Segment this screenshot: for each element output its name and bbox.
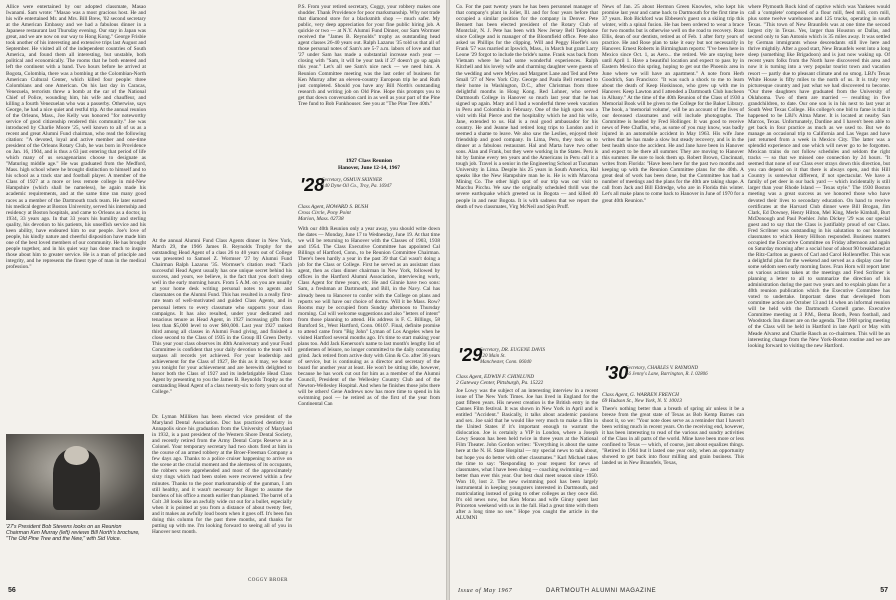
issue-date: Issue of May 1967 <box>458 588 513 594</box>
right-col3-text: where Plymouth Rock kind of captive which was Yankees would call a 'complete' composed of a flour mill, feed mill, corn mill, plus some twelve warehouses and 125 trucks, operating in south Texas. "This town of New Braunfels was at one time the second largest city in Texas. Yes, larger than Houston or Dallas, and second only to San Antonio which is 35 miles away. It was settled by German immigrants whose descendants still live here and thrive mightily. After a good start, New Braunfels went into a long sleep (something like Brigadoon) and is just now waking up. Of recent years folks from the North have discovered this area and now it is turning into a very popular tourist town and vacation resort — partly due to pleasant climate and no smog. LBJ's Texas White House is fifty miles to the north of us. It is truly very picturesque country and just what we had discovered to become. "Our three daughters have graduated from the University of Oklahoma. Two of them are married — resulting in five grandchildren, to date. Our one son is in his next to last year at South West Texas College. His college's one bid to fame is that it happened to be LBJ's Alma Mater. It is located at nearby San Marcos, Texas. Unfortunately, Dardine and I haven't been able to get back in four practice as much as we used to. But we do manage an occasional trip to California and Las Vegas and have just returned from a week in Mexico City. The latter was a splendid experience and one which will never go to be forgotten. Mexican trains do not follow schedules and seldom the right tracks — so that we missed one connection by 24 hours. "It seemed that none of our Class ever strays down this direction, but you can depend on it that there is always open, and this Hill Country is somewhat different, if not spectacular. We have a family of pet deer in our back yard — which incidentally is still larger than your Rhode Island — Texas style." The 1930 Boston meeting was a great success as we honored those who have devoted their lives to secondary education. On hand to receive certificates at the Harvard Club dinner were Bill Brogan, Jim Clark, Ed Downey, Henry Hilton, Mel King, Merle Kimball, Burt McDonough and Paul Poehler. John Dickey '29 was our special guest and to say that the Class is justifiably proud of our Class. Fred Scribner was outstanding in his salutation to our honored classmates to which Henry Hillson responded. Business matters occupied the Executive Committee on Friday afternoon and again on Saturday morning after a social hour of about 90 breakfasted at the Ritz-Carlton as guests of Carl and Carol Hollenreffer. This was a delightful plan for the weekend and served as a display case for some seldom seen early morning faces. Fran Horn will report later on various actions taken at the meetings and Fred Scribner is planning a letter to all to summarize the direction of his administration during the past two years and to explain plans for a 40th reunion publication which the Executive Committee has voted to undertake. Important dates that developed from committee action are October 13 and 14 when an informal reunion will be held with the Dartmouth Cornell game. Executive Committee meeting at 3 P.M., Bema Booth, Penn football, and Woodstock Inn dinner are on the agenda. The 1968 spring meeting of the Class will be held in Hartford in late April or May with Meade Alvarez and Charlie Rauch as co-chairmen. This will be an interesting change from the New York-Boston routine and we are looking forward to visiting the new Hartford. <box>748 4 890 349</box>
right-page <box>450 0 896 600</box>
class-1929-heading <box>458 345 598 372</box>
photo-caption: '27's President Bob Stevens looks on as Reunion Chairman Ken Murray (left) reviews Bill North's brochure, "The Old Pine Tree and the New," with Sid Voice. <box>6 524 140 543</box>
left-page <box>0 0 446 600</box>
class-agent: Class Agent, G. WARREN FRENCH 69 Hudson St., New York, N. Y. 10013 <box>602 392 682 404</box>
class-number: '30 <box>604 363 629 383</box>
class-1928-heading <box>300 175 440 202</box>
class-agent: Class Agent, HOWARD S. BUSH Cross Circle, Pony Point Marion, Mass. 02738 <box>298 204 369 223</box>
page-number-right: 57 <box>880 587 888 594</box>
left-col2-text-b: Dr. Lyman Milliken has been elected vice president of the Maryland Dental Association. Doc has practiced dentistry in Annapolis since his graduation from the University of Maryland in 1932, is a past president of the Western Shore Dental Society, and recently retired from the Army Dental Corps Reserve as a Colonel. Your temporary secretary had two shots fired at him in the course of an armed robbery at the Broer-Freeman Company a few days ago. Thanks to a police cruiser happening to arrive on the scene at the crucial moment and the alertness of its occupants, the robbers were apprehended and most of the approximately sixty rings which had been stolen were recovered within a few minutes. Thanks to the poor marksmanship of the gunman, I am still healthy, and it wasn't necessary for Roger to assume the burdens of his office a month earlier than planned. The barrel of a Colt .38 looks like an awfully wide cut out for a bullet, especially when it is pointed at you from a distance of about twenty feet, and it makes an awfully loud boom when it goes off. It's been fun doing this column for the past three months, and thanks for putting up with me. I'm looking forward to seeing all of you in Hanover next month. <box>152 414 292 535</box>
class-1930-heading <box>604 363 744 390</box>
right-col1-text-b: Joe Lowy was the subject of an interesting interview in a recent issue of The New York Times. Joe has lived in England for the past fifteen years. His newest creation is the British entry in the Cannes Film festival. It was shown in New York in April and is entitled "Accident." Basically, it talks about academic passions and sex. Joe said that he would like very much to make a film in the United States if it's important enough to warrant the dislocation. Joe is certainly a VIP in London, where a Joseph Lowy Season has been held twice in three years at the National Film Theater. John Gordon writes: "Everything is about the same here at the N. H. State Hospital — my special news to talk about, but hope you do better with other classmates." Karl Michael takes the time to say: "Responding to your request for news of classmates, what I have been doing — coaching swimming — and better than ever this year. Our best dual meet season since 1950. Won 10, lost 2. The new swimming pool has been largely instrumental in keeping youngsters interested in Dartmouth, and matriculating instead of going to other colleges as they once did. It's old news now, but Ken Morau and wife Ginny spent last Princeton weekend with us in the fall. Had a great time with them after a long time no see." Hope you caught the article in the ALUMNI <box>456 388 598 521</box>
class-number: '29 <box>458 345 483 365</box>
class-secretary: Secretary, OSMUN SKINNER 140 Dyne Oil Co., Troy, Pa. 16947 <box>322 178 392 189</box>
magazine-footer: DARTMOUTH ALUMNI MAGAZINE <box>546 588 657 594</box>
left-column-2b <box>152 414 292 576</box>
right-column-1b <box>456 388 598 574</box>
reunion-photo <box>6 434 144 520</box>
class-secretary: Secretary, DR. EUGENE DAVIS 120 Main St. Manchester, Conn. 06040 <box>480 348 545 365</box>
right-col2-text: News of Jan. 25 about Hermon Green Knowles, who kept his promise last year and came back to Dartmouth for the first time in 37 years. Bob Bickford was Ebbesen's guest on a skiing trip this winter, with a spinal fusion. He has been ordered to wear a brace for two months but is otherwise well on the road to recovery. Russ Ellis, dean of our dentists, retired as of Feb. 1 after forty years of practice. He and Rose plan to take it easy but not necessarily in Hanover. Ernest Roberts in Birmingham reports: "I've been here in Mexico since Oct. 1, as Aero... the retired. We are staying here until April 1. Have a beautiful location and expect to pass by in Eastern Mexico this spring, hoping to get out the Phoenix area in June where we will have an apartment." A note from Herb Goodrich, San Francisco: "It was such a shock to me to learn about the death of Keep Hoskinson, who grew up with me in Hanover. Keep Lawton and I attended a Dartmouth Club luncheon in Albany." At the time of the 40th Reunion of the Class of 1930 a Memorial Book will be given to the College for the Baker Library. The book, a 'memorial volume', will be an account of the lives of our deceased classmates and will include photographs. The Committee is headed by Fred Hollinger. It was good to receive news of Pete Chaflin, who, as some of you may know, was badly injured in an automobile accident in May 1963. His wife Jane writes that he has made a slow but steady recovery, and is in the best health since the accident. He and Jane have been in Hanover and expect to be there all summer. They are moving to Hanover this summer. Be sure to look them up. Robert Brown, Cincinnati, writes from Florida: "Have been here for the past two months and keeping up with the Reunion Committee plans for the 40th. A great deal of work has been done, but the Committee has had a number of meetings and the plans for the 40th are taking shape. A call from Jack and Bill Eldredge, who are in Florida this winter. Let's all make plans to come back to Hanover in June of 1970 for a great 40th Reunion." <box>602 4 744 204</box>
reunion-notice: 1927 Class Reunion Hanover, June 12-14, 1967 <box>338 158 400 171</box>
right-column-2 <box>602 4 744 364</box>
left-column-3b <box>298 226 440 578</box>
right-column-2b <box>602 406 744 574</box>
right-column-3 <box>748 4 890 574</box>
class-agent: Class Agent, EDWIN F. CHINLUND 2 Gateway Center, Pittsburgh, Pa. 15222 <box>456 374 544 386</box>
page-number-left: 56 <box>8 587 16 594</box>
signature: COGGY BROER <box>248 578 288 583</box>
right-col1-text: Co. For the past twenty years he has been personnel manager of that company's plant in Joliet, Ill. and for four years before that occupied a similar position for the company in Denver. Pete Bennett has been elected president of the Rotary Club of Montclair, N. J. Pete has been with New Jersey Bell Telephone since College and is manager of the Bloomfield office. Pete also asked us Phillips for the clipping. Will and Peggy Hoefle's son Frank '57 was married at Ipswich, Mass., in March but grant Larry Leone '29 forgot to include the bride's name. Frank was back from Vietnam where he had some wonderful experiences. Ralph Kitchell and his lovely wife and charming daughter were guests of the wedding and were Myles and Margaret Lane and Ted and Pete Small '27 of New York City. George and Paula Bell returned to their home in Washington, D.C., after Christmas from three delightful months in Hong Kong. Red Lohner, who served Dartmouth College in Hanover so much last year that he has signed up again. Mary and I had a wonderful three week vacation in Peru and Colombia in February. One of the high spots was a visit with Hal Pierce and the hospitality which he and his wife, Jane, extended to us. Hal is a real good ambassador for his country. He and Jeanne had retired long trips to London and it seemed a shame to leave. We also saw the Leslies, enjoyed their friendship and good company. In Lima, Peru, they took us to dinner at a fabulous restaurant. Hal and Marta have two other sons. Alan and Frank, but they were working in the States. Peru is hit by famine every ten years and the Americans in Peru call it a tough job. Travel is a senior in the Engineering School at Tucuman University in Lima. Despite his 25 years in South America, Hal speaks like the New Hampshire man he is. He is with Marcona Mining Co. The other high spot of our trip was our visit to Macchu Picchu. We saw the originally scheduled thrill was the severe earthquake which greeted us in Bogota — and killed 40 people in and near Bogota. It is with sadness that we report the death of two classmates, Virg McNeil and Spin Pruff. <box>456 4 598 210</box>
right-column-1 <box>456 4 598 344</box>
left-col3-text-b: With our 40th Reunion only a year away, you should write down the dates — Monday, June 17 to Wednesday, June 19. At that time we will be returning to Hanover with the Classes of 1903, 1938 and 1954. The Class Executive Committee has appointed Cal Billings of Hartford, Conn., to be Reunion Committee Chairman. There's been hardly a year in the past 39 that Cal wasn't doing a job for the Class or College. First he served as an assistant class agent, then as class dinner chairman in New York, followed by offices in the Hartford Alumni Association, interviewing work, Class Agent for three years, etc. He and Ginnie have two sons: Sam, a freshman at Dartmouth, and Bill, in the Navy. Cal has already been to Hanover to confer with the College on plans and reports we will have our choice of dorms. Will it be Mass. Row? Rooms may be occupied from Sunday afternoon to Thursday morning. Cal will welcome suggestions and also "letters of intent" from those planning to attend. His address is F. C. Billings, 58 Rumford St., West Hartford, Conn. 06107. Final, definite promise to attend came from "Big John" Lyman of Los Angeles when he visited Hartford several months ago. It's time to start making your plans too. Add Jack Kenerson's name to last month's lengthy list of gentlemen of leisure, no longer committed to the daily commuting grind. Jack retired from active duty with Ginn & Co. after 36 years of service, but is continuing as a director and secretary of the board for another year at least. He won't be sitting idle, however, because he has work cut out for him as a member of the Alumni Council, President of the Wellesley Country Club and of the Newton-Wellesley Hospital. And when he finishes those jobs there will be others! Gene Andrews now has more time to spend in his swimming pool — he retired as of the first of the year from Continental Can <box>298 226 440 408</box>
right-col2-text-b: There's nothing better than a breath of spring air unless it be a breeze from the great state of Texas as Bob Kemp Barnes can shoot it, so we: "Your note does serve as a reminder that I haven't been writing much in recent years. On the receiving end, however, it has been interesting to read of the various and sundry activities of the Class in all parts of the world. Mine have been more or less confined to Texas — which, of course, just about equalizes things. "Retired in 1964 but it lasted one year only, when an opportunity showed to get back into flour milling and grain business. This landed us in New Braunfels, Texas, <box>602 406 744 467</box>
left-col2-text: At the annual Alumni Fund Class Agents dinner in New York, March 29, the 1966 James B. Reynolds Trophy for the outstanding Head Agent of a class 26 to 40 years out of College was presented to Samuel Z. Wormser '27 by Alumni Fund Chairman Ralph Lazarus '35. Wormser's citation read: "Each successful Head Agent usually has one unique secret behind his success, and yours, we believe, is the fact that you don't sleep well in the early morning hours. From 5 A.M. on you are usually at your home desk writing personal notes to agents and classmates on the Alumni Fund. This has resulted in a really first-rate team of well-motivated and guided Class Agents, and in personal letters to every classmate who supports your class campaigns. It has also resulted, under your dedicated and tenacious tenure as Head Agent, in 1927 increasing gifts from less than $5,000 level to over $60,000. Last year 1927 ranked third among all classes in Alumni Fund giving, and finished a close second to the Class of 1935 in the Group III Green Derby. This year your class observes its 40th Anniversary and your Fund Committee is confident that your daily devotion to the team will surpass all records yet achieved. For your leadership and achievement for the Class of 1927, Be this as it may, we honor you tonight for your achievement and are herewith delighted to honor both the Class of 1927 and its indefatigable Head Class Agent by presenting to you the James B. Reynolds Trophy as the outstanding Head Agent of a class twenty-six to forty years out of College." <box>152 238 292 396</box>
left-column-3 <box>298 4 440 154</box>
left-col1-text: Allice were entertained by our adopted classmate, Masao Iwanami. Sam wrote: "Masao was a most gracious host. He and his wife entertained Mr. and Mrs. Bill Brew, '02 second secretary at the American Embassy and we had a fabulous dinner in a Japanese restaurant last Thursday evening. Our stay in Japan was great, and we are now on our way to Hong Kong." George Frisbie took another of his interesting and extensive trips last August and September. He visited all of the independent countries of South America, and found them all interesting, but unstable, both political and economically. The rooms that he both entered and left the continent with a band. Two hours before he arrived at Bogota, Colombia, there was a bombing at the Colombian-North American Cultural Center, which killed four people: three Colombians and one American. On his last day in Caracas, Venezuela, terrorists threw a bomb at the car of the National Chief of Police, wounding him, his wife and chauffeur, and killing a fourth Venezuelan who was a passerby. Otherwise, says George, he had a nice quiet and restful trip. At the annual reunion of the Orleans, Mass., Joe Kelly was honored "for noteworthy service of good citizenship rendered this community." Joe was introduced by Charlie Moore '25, well known to all of us as a recent and great Alumni Fund chairman, who read the following citation: "A devoted, loyal and active member and one-time president of the Orleans Rotary Club, he was born in Providence on Jan. 16, 1904, and is thus a 63 just entering that period of life which many of us sexagenarians choose to designate as "Maturing middle age." He was graduated from the Medford, Mass. high school where he brought distinction to himself and to his school as a track star and football player. A member of the Class of 1927 at a more or less remote college in mid-New Hampshire (which shall be nameless), he again made his academic requirements, and at the same time ran many good races as a member of the Dartmouth track team. He later earned his medical degree at Boston University, served his internship and residency at Boston hospitals, and came to Orleans as a doctor, in 1934, 33 years ago. In that 33 years his humility and sterling quality, his devotion to his patients, his unselfish service and his keen ability, have endeared him to our people. Joe's love of people, his kindly nature and cheerful disposition have made him one of the best loved members of our community. He has brought people together, and in his quiet way has done much to inspire those about him to greater service. He is a man of principle and integrity, and he represents the finest type of man in the medical profession." <box>6 4 146 271</box>
class-number: '28 <box>300 175 325 195</box>
left-col3-text: P.S. From your retired secretary, Coggy, your robbery makes one shudder. Thank Providence for poor marksmanship. Why not trade that diamond store for a blacksmith shop — much safer. My public, very deep appreciation for your fine public hiring job. A quickie or two — at N.Y. Alumni Fund Dinner, our Sam Wormser received the "James B. Reynolds" trophy as outstanding head agent classes 26-40 years out. Ralph Lazarus '35 told us that all of those personal notes of Sam's are 5-7 a.m. labors of love and that '27 under Sam has made a substantial increase each year — closing with "Sam, it will be your task if 27 doesn't go up again this year." Let's all see Sam's nice neck — we need him. A Reunion Committee meeting was the last order of business for Ken Murray after an eleven-country European trip he and Ruth just completed. Should you have any Bill North's outstanding research and writing job on Old Pine. Hope this prompts you to get that down conversation card in as well as your part of the Pine Tree fund to Bob Funkhouser. See you at "The Pine Tree 40th." <box>298 4 440 107</box>
class-secretary: Secretary, CHARLES V. RAYMOND 56 Jenny's Lane, Barrington, R. I. 02806 <box>626 366 708 377</box>
